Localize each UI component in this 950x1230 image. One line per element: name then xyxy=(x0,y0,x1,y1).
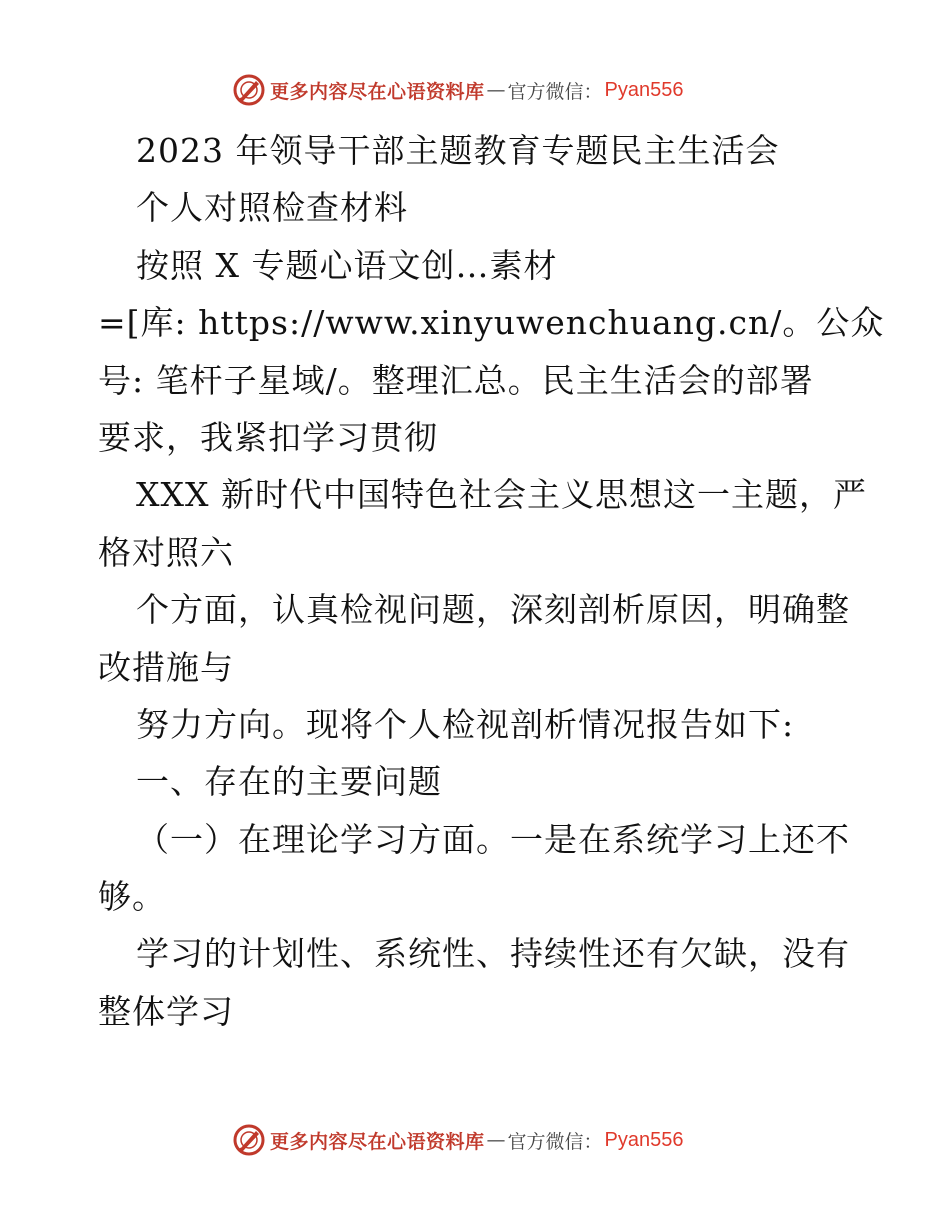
header-watermark xyxy=(232,71,684,109)
watermark-dash: — xyxy=(486,79,506,101)
paragraph-line: 格对照六 xyxy=(98,532,234,572)
footer-watermark xyxy=(232,1121,684,1159)
paragraph-line: =[库: https://www.xinyuwenchuang.cn/。公众 xyxy=(98,303,885,343)
watermark-dash: — xyxy=(486,1129,506,1151)
watermark-wechat-label: 官方微信： xyxy=(507,1130,603,1153)
paragraph-line: 号: 笔杆子星域/。整理汇总。民主生活会的部署 xyxy=(98,360,814,400)
paragraph-line: 努力方向。现将个人检视剖析情况报告如下: xyxy=(136,704,795,744)
document-body xyxy=(98,122,885,1040)
watermark-wechat-id: Pyan556 xyxy=(604,78,684,101)
watermark-site-text: 更多内容尽在心语资料库 xyxy=(270,80,485,103)
subsection-heading: （一）在理论学习方面。一是在系统学习上还不 xyxy=(136,819,850,859)
doc-title-line-1: 2023 年领导干部主题教育专题民主生活会 xyxy=(136,131,780,170)
paragraph-line: XXX 新时代中国特色社会主义思想这一主题，严 xyxy=(136,475,867,515)
section-heading: 一、存在的主要问题 xyxy=(136,762,442,802)
paragraph-line: 学习的计划性、系统性、持续性还有欠缺，没有 xyxy=(136,934,850,974)
paragraph-line: 改措施与 xyxy=(98,647,234,687)
paragraph-line: 按照 X 专题心语文创…素材 xyxy=(136,245,558,285)
watermark-wechat-label: 官方微信： xyxy=(507,80,603,103)
paragraph-line: 够。 xyxy=(98,877,166,917)
paragraph-line: 个方面，认真检视问题，深刻剖析原因，明确整 xyxy=(136,590,850,630)
watermark-site-text: 更多内容尽在心语资料库 xyxy=(270,1130,485,1153)
paragraph-line: 要求，我紧扣学习贯彻 xyxy=(98,417,438,457)
watermark-wechat-id: Pyan556 xyxy=(604,1128,684,1151)
doc-title-line-2: 个人对照检查材料 xyxy=(136,188,408,228)
brush-circle-logo-icon xyxy=(232,73,266,107)
brush-circle-logo-icon xyxy=(232,1123,266,1157)
paragraph-line: 整体学习 xyxy=(98,991,234,1031)
